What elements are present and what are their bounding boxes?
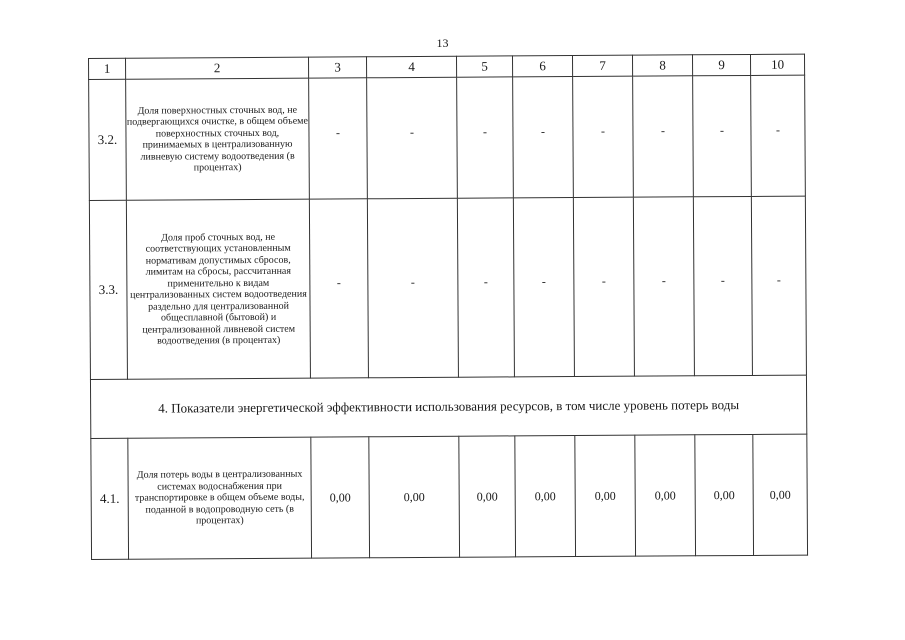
row-description: Доля проб сточных вод, не соответствующих установленным нормативам допустимых сбросов, лимитам на сбросы, рассчитанная применительно к видам централизованных систем водоотведения раздельно для централизованной общесплавной (бытовой) и централизованной ливневой систем водоотведения (в процентах) bbox=[126, 199, 310, 379]
table-row bbox=[91, 434, 808, 559]
row-description: Доля поверхностных сточных вод, не подвергающихся очистке, в общем объеме поверхностных сточных вод, принимаемых в централизованную ливневую систему водоотведения (в процентах) bbox=[126, 78, 310, 200]
column-header-4: 4 bbox=[366, 56, 456, 78]
cell-value: 0,00 bbox=[311, 437, 370, 558]
cell-value: - bbox=[719, 122, 724, 137]
row-number: 3.2. bbox=[89, 79, 127, 200]
row-number: 3.3. bbox=[89, 200, 127, 379]
cell-value: - bbox=[482, 124, 487, 139]
cell-value: - bbox=[409, 124, 414, 139]
cell-value: - bbox=[661, 272, 666, 287]
cell-value: 0,00 bbox=[369, 436, 460, 558]
cell-value: 0,00 bbox=[695, 434, 754, 555]
indicators-table bbox=[88, 54, 808, 560]
column-header-7: 7 bbox=[572, 55, 632, 76]
cell-value: - bbox=[601, 273, 606, 288]
cell-value: - bbox=[335, 124, 340, 139]
column-header-1: 1 bbox=[89, 58, 126, 79]
table-row bbox=[89, 75, 806, 200]
cell-value: - bbox=[336, 274, 341, 289]
cell-value: - bbox=[720, 272, 725, 287]
column-header-5: 5 bbox=[456, 56, 512, 77]
table-row bbox=[89, 196, 806, 379]
column-header-8: 8 bbox=[632, 55, 692, 76]
cell-value: 0,00 bbox=[753, 434, 808, 555]
column-header-9: 9 bbox=[692, 54, 750, 75]
column-header-3: 3 bbox=[308, 57, 366, 78]
cell-value: - bbox=[540, 123, 545, 138]
row-description: Доля потерь воды в централизованных системах водоснабжения при транспортировке в общем объеме воды, поданной в водопроводную сеть (в процентах) bbox=[128, 437, 312, 559]
cell-value: - bbox=[660, 122, 665, 138]
column-header-10: 10 bbox=[750, 54, 804, 75]
cell-value: - bbox=[776, 272, 781, 287]
column-header-2: 2 bbox=[126, 57, 309, 79]
column-header-6: 6 bbox=[512, 56, 572, 77]
cell-value: - bbox=[410, 274, 415, 289]
page-number: 13 bbox=[436, 36, 449, 50]
cell-value: 0,00 bbox=[515, 436, 576, 557]
cell-value: - bbox=[775, 122, 780, 137]
cell-value: - bbox=[600, 123, 605, 138]
cell-value: - bbox=[483, 274, 488, 289]
section-heading: 4. Показатели энергетической эффективности использования ресурсов, в том числе уровень потерь воды bbox=[90, 375, 806, 438]
cell-value: 0,00 bbox=[635, 435, 696, 556]
cell-value: 0,00 bbox=[575, 435, 636, 556]
cell-value: - bbox=[541, 273, 546, 288]
section-row bbox=[90, 375, 806, 438]
row-number: 4.1. bbox=[91, 438, 129, 559]
cell-value: 0,00 bbox=[459, 436, 516, 557]
